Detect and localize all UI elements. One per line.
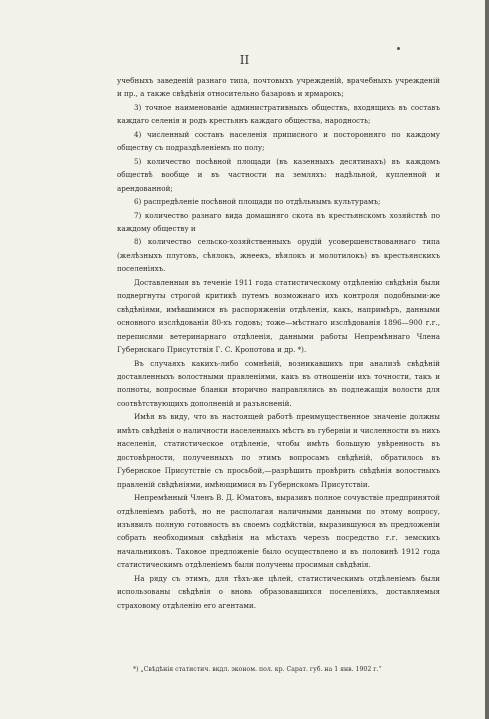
- page-number: II: [239, 53, 250, 67]
- paragraph: 8) количество сельско-хозяйственныхъ орудій усовершенствованнаго типа (желѣзныхъ плуговъ, сѣялокъ, жнеекъ, вѣялокъ и молотилокъ) въ крестьянскихъ поселеніяхъ.: [117, 237, 440, 274]
- footnote: *) „Свѣдѣнія статистич. вкдл. эконом. пол. кр. Сарат. губ. на 1 янв. 1902 г.“: [133, 666, 382, 673]
- paragraph: Непремѣнный Членъ В. Д. Юматовъ, выразивъ полное сочувствіе предпринятой отдѣленіемъ работѣ, но не располагая наличными данными по этому вопросу, изъявилъ полную готовность въ своемъ содѣйствіи, выразившуюся въ предложеніи собрать необходимыя свѣдѣнія на мѣстахъ черезъ посредство г.г. земскихъ начальниковъ. Таковое предложеніе было осуществлено и въ половинѣ 1912 года статистическимъ отдѣленіемъ были получены просимыя свѣдѣнія.: [117, 493, 440, 570]
- paragraph: 4) численный составъ населенія приписного и посторонняго по каждому обществу съ подраздѣленіемъ по полу;: [117, 129, 440, 153]
- paragraph: 5) количество посѣвной площади (въ казенныхъ десятинахъ) въ каждомъ обществѣ вообще и въ частности на земляхъ: надѣльной, купленной и арендованной;: [117, 156, 440, 193]
- paragraph: 6) распредѣленіе посѣвной площади по отдѣльнымъ культурамъ;: [134, 197, 381, 207]
- printed-dot-mark: [397, 47, 400, 50]
- paragraph: На ряду съ этимъ, для тѣхъ-же цѣлей, статистическимъ отдѣленіемъ были использованы свѣдѣнія о вновь образовавшихся поселеніяхъ, доставляемыя страховому отдѣленію его агентами.: [117, 573, 440, 610]
- body-text: [117, 74, 440, 612]
- paragraph: Имѣя въ виду, что въ настоящей работѣ преимущественное значеніе должны имѣть свѣдѣнія о наличности населенныхъ мѣстъ въ губерніи и численности въ нихъ населенія, статистическое отдѣленіе, чтобы имѣть большую увѣренность въ достовѣрности, полученныхъ по этимъ вопросамъ свѣдѣній, обратилось въ Губернское Присутствіе съ просьбой,—разрѣшить провѣрить свѣдѣнія волостныхъ правленій свѣдѣніями, имѣющимися въ Губернскомъ Присутствіи.: [117, 412, 440, 489]
- paragraph: Въ случаяхъ какихъ-либо сомнѣній, возникавшихъ при анализѣ свѣдѣній доставленныхъ волостными правленіями, какъ въ отношеніи ихъ точности, такъ и полноты, вопросные бланки вторично направлялись въ подлежащія волости для соотвѣтствующихъ дополненій и разъясненій.: [117, 358, 440, 408]
- paragraph: Доставленныя въ теченіе 1911 года статистическому отдѣленію свѣдѣнія были подвергнуты строгой критикѣ путемъ возможнаго ихъ контроля подобными-же свѣдѣніями, имѣвшимися въ распоряженіи отдѣленія, какъ, напримѣръ, данными основного изслѣдованія 80-хъ годовъ; тоже—мѣстнаго изслѣдованія 1896—900 г.г., переписями ветеринарнаго отдѣленія, данными работы Непремѣннаго Члена Губернскаго Присутствія Г. С. Кропотова и др. *).: [117, 277, 440, 355]
- paragraph: учебныхъ заведеній разнаго типа, почтовыхъ учрежденій, врачебныхъ учрежденій и пр., а также свѣдѣнія относительно базаровъ и ярмарокъ;: [117, 76, 440, 99]
- paragraph: 7) количество разнаго вида домашняго скота въ крестьянскомъ хозяйствѣ по каждому обществу и: [117, 210, 440, 233]
- paragraph: 3) точное наименованіе административныхъ обществъ, входящихъ въ составъ каждаго селенія и родъ крестьянъ каждаго общества, народность;: [117, 102, 440, 126]
